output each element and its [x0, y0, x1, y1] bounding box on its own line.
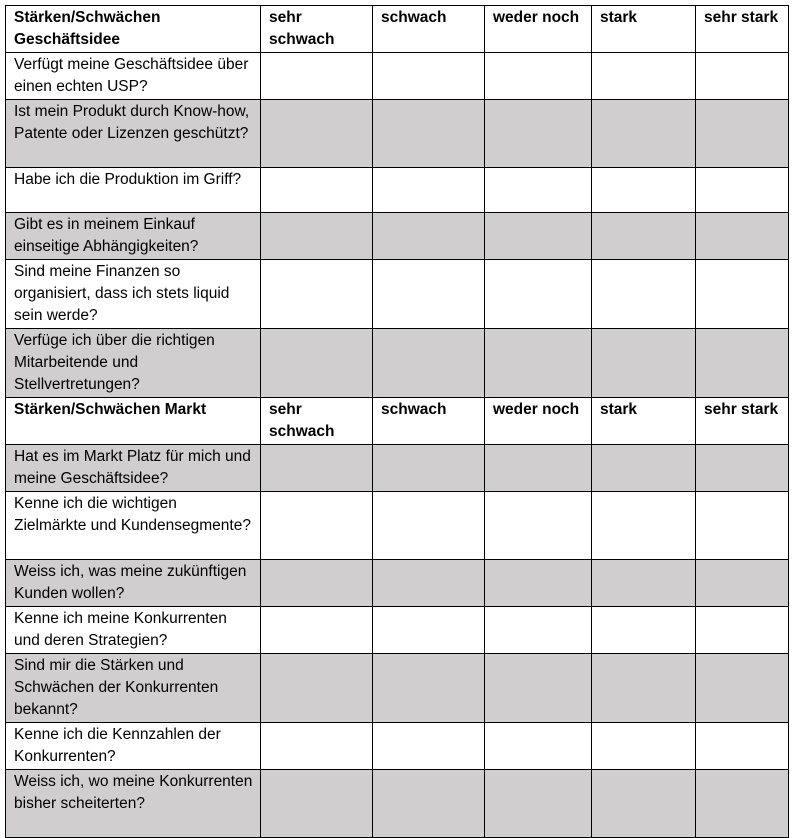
rating-cell[interactable]: [696, 560, 789, 607]
table-row: [6, 723, 789, 770]
table-row: [6, 607, 789, 654]
rating-header: sehr schwach: [261, 6, 373, 53]
rating-cell[interactable]: [485, 53, 592, 100]
rating-cell[interactable]: [373, 607, 485, 654]
rating-cell[interactable]: [261, 723, 373, 770]
rating-cell[interactable]: [592, 654, 696, 723]
rating-cell[interactable]: [485, 654, 592, 723]
table-row: [6, 100, 789, 168]
rating-cell[interactable]: [261, 770, 373, 838]
rating-header: schwach: [373, 398, 485, 445]
table-row: [6, 260, 789, 329]
rating-cell[interactable]: [696, 260, 789, 329]
question-cell: Sind meine Finanzen so organisiert, dass ich stets liquid sein werde?: [6, 260, 261, 329]
rating-cell[interactable]: [373, 560, 485, 607]
question-cell: Ist mein Produkt durch Know-how, Patente oder Lizenzen geschützt?: [6, 100, 261, 168]
rating-cell[interactable]: [485, 492, 592, 560]
question-cell: Kenne ich meine Konkurrenten und deren Strategien?: [6, 607, 261, 654]
table-row: [6, 770, 789, 838]
rating-cell[interactable]: [592, 492, 696, 560]
rating-cell[interactable]: [696, 445, 789, 492]
rating-header: weder noch: [485, 398, 592, 445]
rating-cell[interactable]: [592, 53, 696, 100]
rating-header: sehr stark: [696, 398, 789, 445]
table-row: [6, 329, 789, 398]
rating-header: stark: [592, 6, 696, 53]
table-row: [6, 654, 789, 723]
question-cell: Habe ich die Produktion im Griff?: [6, 168, 261, 213]
question-cell: Kenne ich die Kennzahlen der Konkurrenten?: [6, 723, 261, 770]
question-cell: Weiss ich, was meine zukünftigen Kunden wollen?: [6, 560, 261, 607]
section-header-row: [6, 6, 789, 53]
rating-cell[interactable]: [261, 560, 373, 607]
rating-cell[interactable]: [373, 260, 485, 329]
rating-cell[interactable]: [696, 100, 789, 168]
rating-cell[interactable]: [261, 260, 373, 329]
rating-cell[interactable]: [261, 213, 373, 260]
rating-cell[interactable]: [592, 560, 696, 607]
rating-cell[interactable]: [485, 260, 592, 329]
rating-cell[interactable]: [373, 492, 485, 560]
section-title: Stärken/Schwächen Markt: [6, 398, 261, 445]
rating-cell[interactable]: [261, 100, 373, 168]
rating-cell[interactable]: [485, 329, 592, 398]
rating-cell[interactable]: [592, 723, 696, 770]
rating-header: schwach: [373, 6, 485, 53]
rating-header: stark: [592, 398, 696, 445]
rating-cell[interactable]: [592, 445, 696, 492]
table-row: [6, 213, 789, 260]
rating-cell[interactable]: [592, 100, 696, 168]
rating-cell[interactable]: [592, 213, 696, 260]
rating-cell[interactable]: [696, 723, 789, 770]
rating-cell[interactable]: [696, 607, 789, 654]
rating-cell[interactable]: [485, 560, 592, 607]
rating-cell[interactable]: [696, 492, 789, 560]
rating-cell[interactable]: [261, 53, 373, 100]
section-header-row: [6, 398, 789, 445]
rating-cell[interactable]: [485, 770, 592, 838]
question-cell: Kenne ich die wichtigen Zielmärkte und Kundensegmente?: [6, 492, 261, 560]
rating-cell[interactable]: [261, 607, 373, 654]
rating-cell[interactable]: [485, 100, 592, 168]
rating-cell[interactable]: [373, 53, 485, 100]
rating-cell[interactable]: [373, 329, 485, 398]
rating-header: weder noch: [485, 6, 592, 53]
rating-cell[interactable]: [592, 260, 696, 329]
question-cell: Verfügt meine Geschäftsidee über einen echten USP?: [6, 53, 261, 100]
rating-cell[interactable]: [696, 329, 789, 398]
rating-cell[interactable]: [696, 53, 789, 100]
rating-cell[interactable]: [373, 654, 485, 723]
rating-cell[interactable]: [696, 654, 789, 723]
table-row: [6, 445, 789, 492]
rating-cell[interactable]: [261, 445, 373, 492]
rating-cell[interactable]: [485, 723, 592, 770]
rating-cell[interactable]: [592, 329, 696, 398]
table-row: [6, 492, 789, 560]
table-row: [6, 53, 789, 100]
rating-cell[interactable]: [373, 100, 485, 168]
rating-cell[interactable]: [696, 213, 789, 260]
question-cell: Hat es im Markt Platz für mich und meine Geschäftsidee?: [6, 445, 261, 492]
rating-cell[interactable]: [373, 770, 485, 838]
table-row: [6, 168, 789, 213]
rating-cell[interactable]: [592, 168, 696, 213]
rating-cell[interactable]: [261, 329, 373, 398]
rating-cell[interactable]: [485, 168, 592, 213]
rating-cell[interactable]: [261, 168, 373, 213]
rating-header: sehr stark: [696, 6, 789, 53]
question-cell: Gibt es in meinem Einkauf einseitige Abhängigkeiten?: [6, 213, 261, 260]
rating-cell[interactable]: [373, 723, 485, 770]
table-row: [6, 560, 789, 607]
rating-cell[interactable]: [373, 445, 485, 492]
assessment-table: [5, 5, 789, 838]
rating-cell[interactable]: [485, 445, 592, 492]
rating-header: sehr schwach: [261, 398, 373, 445]
rating-cell[interactable]: [373, 168, 485, 213]
rating-cell[interactable]: [373, 213, 485, 260]
rating-cell[interactable]: [592, 607, 696, 654]
question-cell: Weiss ich, wo meine Konkurrenten bisher scheiterten?: [6, 770, 261, 838]
rating-cell[interactable]: [485, 213, 592, 260]
section-title: Stärken/Schwächen Geschäftsidee: [6, 6, 261, 53]
rating-cell[interactable]: [592, 770, 696, 838]
rating-cell[interactable]: [696, 168, 789, 213]
rating-cell[interactable]: [261, 492, 373, 560]
question-cell: Verfüge ich über die richtigen Mitarbeitende und Stellvertretungen?: [6, 329, 261, 398]
rating-cell[interactable]: [261, 654, 373, 723]
question-cell: Sind mir die Stärken und Schwächen der Konkurrenten bekannt?: [6, 654, 261, 723]
rating-cell[interactable]: [696, 770, 789, 838]
rating-cell[interactable]: [485, 607, 592, 654]
